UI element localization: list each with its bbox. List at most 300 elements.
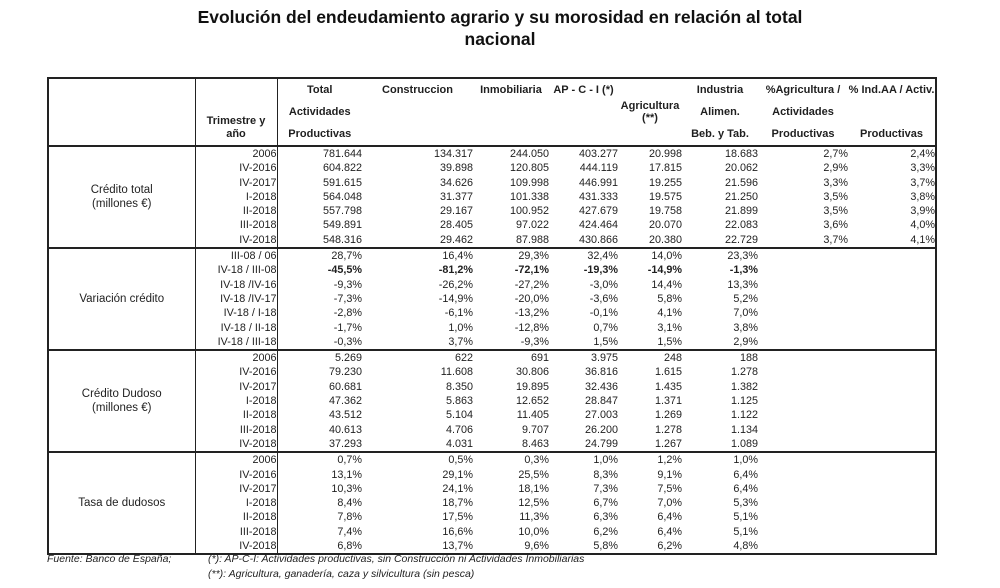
value-cell: 9,6% (524, 540, 549, 553)
value-cell: 21.596 (724, 176, 758, 189)
header-line (549, 123, 618, 145)
value-cell: 0,7% (277, 452, 362, 467)
value-cell: 43.512 (328, 409, 362, 422)
value-cell: 427.679 (578, 205, 618, 218)
value-cell: 0,5% (362, 452, 473, 467)
period-cell: II-2018 (195, 408, 277, 422)
value-cell: 7,0% (733, 307, 758, 320)
header-line: (**) (642, 112, 658, 124)
value-cell: 6,2% (593, 525, 618, 538)
value-cell: 2,7% (758, 146, 848, 161)
value-cell (848, 539, 936, 554)
value-cell: 32.436 (584, 380, 618, 393)
header-row (48, 78, 936, 146)
value-cell: 60.681 (328, 380, 362, 393)
value-cell: 3,7% (823, 233, 848, 246)
value-cell: 0,7% (593, 321, 618, 334)
header-line (362, 101, 473, 123)
value-cell (848, 292, 936, 306)
value-cell: -14,9% (647, 264, 682, 277)
value-cell: 29,1% (442, 468, 473, 481)
value-cell: 97.022 (515, 219, 549, 232)
value-cell: 19.758 (648, 205, 682, 218)
section-1 (48, 248, 936, 350)
value-cell: 18,1% (518, 482, 549, 495)
period-cell: IV-18 / III-08 (195, 263, 277, 277)
value-cell: 22.729 (724, 233, 758, 246)
value-cell: 1,0% (448, 321, 473, 334)
value-cell: 26.200 (584, 423, 618, 436)
value-cell: -14,9% (438, 292, 473, 305)
value-cell: 8.350 (445, 380, 473, 393)
value-cell: 5,1% (733, 511, 758, 524)
header-line: %Agricultura / (765, 84, 841, 96)
period-cell: IV-2016 (195, 365, 277, 379)
value-cell: 3,6% (823, 219, 848, 232)
value-cell: 3,3% (910, 162, 935, 175)
period-cell: I-2018 (195, 394, 277, 408)
value-cell (848, 335, 936, 350)
value-cell (758, 468, 848, 482)
value-cell: 5.269 (277, 350, 362, 365)
value-cell: 20.998 (618, 146, 682, 161)
value-cell: 248 (618, 350, 682, 365)
value-cell: 13,7% (442, 540, 473, 553)
value-cell: 11.405 (516, 409, 549, 422)
value-cell (848, 248, 936, 263)
value-cell: 18,7% (442, 497, 473, 510)
value-cell: 87.988 (515, 233, 549, 246)
value-cell (758, 278, 848, 292)
value-cell: 557.798 (322, 205, 362, 218)
value-cell: 7,4% (337, 525, 362, 538)
value-cell (848, 468, 936, 482)
value-cell: -13,2% (514, 307, 549, 320)
footnotes-block (208, 552, 584, 581)
value-cell: -45,5% (327, 264, 362, 277)
value-cell (848, 452, 936, 467)
value-cell: 12.652 (515, 395, 549, 408)
value-cell: 1.089 (730, 437, 758, 450)
value-cell: -81,2% (438, 264, 473, 277)
value-cell: 40.613 (328, 423, 362, 436)
section-label: Variación crédito (48, 248, 195, 350)
value-cell: 16,4% (362, 248, 473, 263)
value-cell: 781.644 (277, 146, 362, 161)
value-cell (758, 394, 848, 408)
value-cell: 19.895 (515, 380, 549, 393)
table-row (48, 452, 936, 467)
value-cell: 10,0% (518, 525, 549, 538)
value-cell: 29.167 (439, 205, 473, 218)
value-cell: 6,3% (593, 511, 618, 524)
value-cell (758, 482, 848, 496)
value-cell: -27,2% (514, 278, 549, 291)
value-cell: -6,1% (444, 307, 473, 320)
value-cell: 6,7% (593, 497, 618, 510)
value-cell: 2,9% (823, 162, 848, 175)
table-row (48, 248, 936, 263)
header-line: Beb. y Tab. (691, 128, 749, 140)
section-2 (48, 350, 936, 452)
value-cell: 548.316 (322, 233, 362, 246)
value-cell: 3,3% (823, 176, 848, 189)
period-cell: 2006 (195, 350, 277, 365)
value-cell: 7,3% (593, 482, 618, 495)
value-cell: 100.952 (509, 205, 549, 218)
header-line: Actividades (288, 106, 351, 118)
value-cell: 6,2% (657, 540, 682, 553)
value-cell: 431.333 (578, 190, 618, 203)
value-cell: 1,2% (618, 452, 682, 467)
value-cell: 446.991 (578, 176, 618, 189)
value-cell: 444.119 (579, 162, 618, 175)
header-construccion (362, 78, 473, 146)
header-line: Productivas (860, 128, 923, 140)
value-cell: 691 (473, 350, 549, 365)
value-cell (758, 248, 848, 263)
value-cell: 11.608 (440, 366, 473, 379)
value-cell: 109.998 (509, 176, 549, 189)
value-cell: 30.806 (515, 366, 549, 379)
value-cell: 21.250 (724, 190, 758, 203)
header-line (848, 101, 935, 123)
value-cell: -7,3% (333, 292, 362, 305)
period-cell: III-2018 (195, 218, 277, 232)
value-cell: 24,1% (442, 482, 473, 495)
table-row (48, 350, 936, 365)
value-cell: 0,3% (473, 452, 549, 467)
value-cell: 424.464 (578, 219, 618, 232)
value-cell (758, 365, 848, 379)
page-title (0, 6, 1000, 50)
value-cell: 5,1% (733, 525, 758, 538)
value-cell: 1.269 (654, 409, 682, 422)
period-cell: IV-18 / II-18 (195, 321, 277, 335)
section-label: Tasa de dudosos (48, 452, 195, 554)
section-0 (48, 146, 936, 248)
value-cell (848, 350, 936, 365)
header-line: Actividades (772, 106, 834, 118)
value-cell: 16,6% (442, 525, 473, 538)
header-lines (618, 79, 682, 145)
value-cell: 7,5% (657, 482, 682, 495)
period-cell: IV-2018 (195, 437, 277, 452)
value-cell: 20.062 (724, 162, 758, 175)
value-cell (758, 510, 848, 524)
header-line: % Ind.AA / Activ. (848, 84, 935, 96)
header-inmobiliaria (473, 78, 549, 146)
value-cell: 591.615 (322, 176, 362, 189)
value-cell: 6,8% (337, 540, 362, 553)
table-row (48, 146, 936, 161)
value-cell: 14,0% (618, 248, 682, 263)
header-total-actividades-productivas (277, 78, 362, 146)
value-cell (848, 394, 936, 408)
value-cell: 25,5% (518, 468, 549, 481)
header-line: Construccion (382, 84, 453, 96)
value-cell: 622 (362, 350, 473, 365)
value-cell: 39.898 (439, 162, 473, 175)
header-line (473, 101, 549, 123)
period-cell: IV-2018 (195, 233, 277, 248)
value-cell (758, 306, 848, 320)
header-line (473, 123, 549, 145)
value-cell: 28,7% (277, 248, 362, 263)
page-title-line1: Evolución del endeudamiento agrario y su morosidad en relación al total (197, 7, 803, 27)
value-cell (758, 380, 848, 394)
period-cell: IV-2017 (195, 176, 277, 190)
period-cell: I-2018 (195, 190, 277, 204)
period-cell: IV-18 / I-18 (195, 306, 277, 320)
header-line: Agricultura (620, 100, 680, 112)
value-cell: 1.125 (730, 395, 758, 408)
section-label: Crédito total (millones €) (48, 146, 195, 248)
value-cell: -9,3% (333, 278, 362, 291)
value-cell: 14,4% (651, 278, 682, 291)
value-cell: 29,3% (473, 248, 549, 263)
value-cell: -2,8% (333, 307, 362, 320)
value-cell: -26,2% (438, 278, 473, 291)
value-cell: 4,1% (657, 307, 682, 320)
value-cell: 19.255 (648, 176, 682, 189)
page-title-line2: nacional (464, 29, 536, 49)
value-cell: -9,3% (520, 335, 549, 348)
value-cell: 5,8% (657, 292, 682, 305)
value-cell: 1.278 (730, 366, 758, 379)
value-cell: 18.683 (682, 146, 758, 161)
value-cell: 3,5% (823, 190, 848, 203)
value-cell: 1,0% (549, 452, 618, 467)
period-cell: IV-18 /IV-17 (195, 292, 277, 306)
value-cell: -0,3% (333, 335, 362, 348)
value-cell (848, 437, 936, 452)
value-cell (848, 482, 936, 496)
value-cell: 3,8% (910, 190, 935, 203)
period-cell: IV-2017 (195, 380, 277, 394)
period-cell: IV-2016 (195, 161, 277, 175)
value-cell (848, 263, 936, 277)
value-cell: 604.822 (322, 162, 362, 175)
period-cell: 2006 (195, 146, 277, 161)
value-cell: 2,9% (733, 335, 758, 348)
header-line: AP - C - I (*) (553, 84, 614, 96)
value-cell: 3,7% (448, 335, 473, 348)
value-cell: 1.615 (654, 366, 682, 379)
value-cell (758, 350, 848, 365)
value-cell: 28.847 (584, 395, 618, 408)
period-cell: III-2018 (195, 525, 277, 539)
header-line: Productivas (288, 128, 352, 140)
header-line: Alimen. (700, 106, 740, 118)
header-pct-indaa-activ (848, 78, 936, 146)
value-cell: 6,4% (733, 468, 758, 481)
value-cell: 1,5% (593, 335, 618, 348)
value-cell (848, 321, 936, 335)
header-agricultura (618, 78, 682, 146)
value-cell: 9.707 (521, 423, 549, 436)
period-cell: I-2018 (195, 496, 277, 510)
value-cell: -3,0% (589, 278, 618, 291)
value-cell: 17,5% (442, 511, 473, 524)
value-cell: 21.899 (724, 205, 758, 218)
value-cell: 5.863 (445, 395, 473, 408)
value-cell: 17.815 (648, 162, 682, 175)
value-cell: 19.575 (648, 190, 682, 203)
value-cell: 549.891 (322, 219, 362, 232)
header-line: Productivas (771, 128, 835, 140)
value-cell (848, 408, 936, 422)
value-cell: 1.278 (654, 423, 682, 436)
period-cell: IV-2016 (195, 468, 277, 482)
value-cell: 403.277 (549, 146, 618, 161)
value-cell: 6,4% (657, 511, 682, 524)
value-cell (848, 496, 936, 510)
value-cell (758, 423, 848, 437)
value-cell: 6,4% (657, 525, 682, 538)
value-cell (758, 321, 848, 335)
header-pct-agricultura-actividades (758, 78, 848, 146)
period-cell: III-2018 (195, 423, 277, 437)
value-cell: 36.816 (584, 366, 618, 379)
value-cell: 5,3% (733, 497, 758, 510)
value-cell: 12,5% (518, 497, 549, 510)
footnote-1: (*): AP-C-I: Actividades productivas, sin Construcción ni Actividades Inmobiliarias (208, 553, 585, 565)
value-cell (758, 539, 848, 554)
header-industria-alimen-beb-tab (682, 78, 758, 146)
value-cell (758, 292, 848, 306)
value-cell: 1.382 (730, 380, 758, 393)
value-cell (758, 525, 848, 539)
value-cell: 3.975 (549, 350, 618, 365)
data-table (47, 77, 937, 555)
value-cell: 23,3% (682, 248, 758, 263)
header-trimestre-y-ano (195, 78, 277, 146)
value-cell (848, 306, 936, 320)
value-cell (848, 510, 936, 524)
value-cell: 188 (682, 350, 758, 365)
table-header (48, 78, 936, 146)
section-3 (48, 452, 936, 554)
value-cell: 29.462 (439, 233, 473, 246)
value-cell: 6,4% (733, 482, 758, 495)
value-cell: 7,0% (657, 497, 682, 510)
header-line: Industria (696, 84, 744, 96)
value-cell: 1.435 (654, 380, 682, 393)
value-cell: 3,7% (910, 176, 935, 189)
value-cell: 5,8% (593, 540, 618, 553)
value-cell: -0,1% (589, 307, 618, 320)
period-cell: IV-18 / III-18 (195, 335, 277, 350)
value-cell: 22.083 (724, 219, 758, 232)
value-cell: 8,4% (337, 497, 362, 510)
value-cell (758, 452, 848, 467)
period-cell: III-08 / 06 (195, 248, 277, 263)
value-cell: 4,0% (910, 219, 935, 232)
value-cell: 101.338 (509, 190, 549, 203)
value-cell (848, 365, 936, 379)
header-line: Trimestre y (206, 115, 266, 127)
value-cell: 244.050 (473, 146, 549, 161)
value-cell (758, 496, 848, 510)
value-cell: 10,3% (331, 482, 362, 495)
value-cell: 20.070 (648, 219, 682, 232)
value-cell (848, 278, 936, 292)
value-cell: 3,9% (910, 205, 935, 218)
value-cell: -20,0% (514, 292, 549, 305)
value-cell: 34.626 (439, 176, 473, 189)
header-line: Inmobiliaria (480, 84, 542, 96)
value-cell: -1,3% (729, 264, 758, 277)
period-cell: II-2018 (195, 510, 277, 524)
source-note: Fuente: Banco de España; (47, 553, 172, 565)
value-cell: 1.371 (654, 395, 682, 408)
value-cell: 13,3% (727, 278, 758, 291)
value-cell: 3,8% (733, 321, 758, 334)
period-cell: IV-2017 (195, 482, 277, 496)
section-label: Crédito Dudoso (millones €) (48, 350, 195, 452)
value-cell: 3,1% (657, 321, 682, 334)
header-trimestre-lines (196, 79, 277, 143)
period-cell: 2006 (195, 452, 277, 467)
value-cell (848, 380, 936, 394)
value-cell: 1,5% (657, 335, 682, 348)
value-cell: 79.230 (328, 366, 362, 379)
value-cell (848, 423, 936, 437)
value-cell: -72,1% (514, 264, 549, 277)
header-line (549, 101, 618, 123)
value-cell: 5,2% (733, 292, 758, 305)
value-cell: -12,8% (514, 321, 549, 334)
value-cell: 20.380 (648, 233, 682, 246)
value-cell: 3,5% (823, 205, 848, 218)
footnote-2: (**): Agricultura, ganadería, caza y silvicultura (sin pesca) (208, 567, 475, 580)
value-cell: 24.799 (584, 437, 618, 450)
corner-cell (48, 78, 195, 146)
value-cell: 8,3% (593, 468, 618, 481)
period-cell: IV-2018 (195, 539, 277, 554)
header-line: Total (307, 84, 333, 96)
value-cell (758, 335, 848, 350)
value-cell: 7,8% (337, 511, 362, 524)
value-cell: -3,6% (589, 292, 618, 305)
value-cell: 1.122 (730, 409, 758, 422)
value-cell: 31.377 (439, 190, 473, 203)
value-cell: 120.805 (509, 162, 549, 175)
value-cell (758, 437, 848, 452)
value-cell: 13,1% (331, 468, 362, 481)
value-cell: 37.293 (328, 437, 362, 450)
value-cell: 1.267 (654, 437, 682, 450)
value-cell: 1,0% (682, 452, 758, 467)
value-cell: 11,3% (519, 511, 549, 524)
value-cell: 27.003 (584, 409, 618, 422)
header-line (362, 123, 473, 145)
value-cell: 9,1% (657, 468, 682, 481)
value-cell: 4.706 (445, 423, 473, 436)
value-cell: -19,3% (583, 264, 618, 277)
value-cell: 4,8% (733, 540, 758, 553)
value-cell: 430.866 (578, 233, 618, 246)
value-cell: -1,7% (333, 321, 362, 334)
value-cell: 8.463 (521, 437, 549, 450)
value-cell: 134.317 (362, 146, 473, 161)
value-cell: 4.031 (445, 437, 473, 450)
value-cell: 32,4% (549, 248, 618, 263)
header-ap-c-i (549, 78, 618, 146)
value-cell: 1.134 (730, 423, 758, 436)
value-cell: 2,4% (848, 146, 936, 161)
